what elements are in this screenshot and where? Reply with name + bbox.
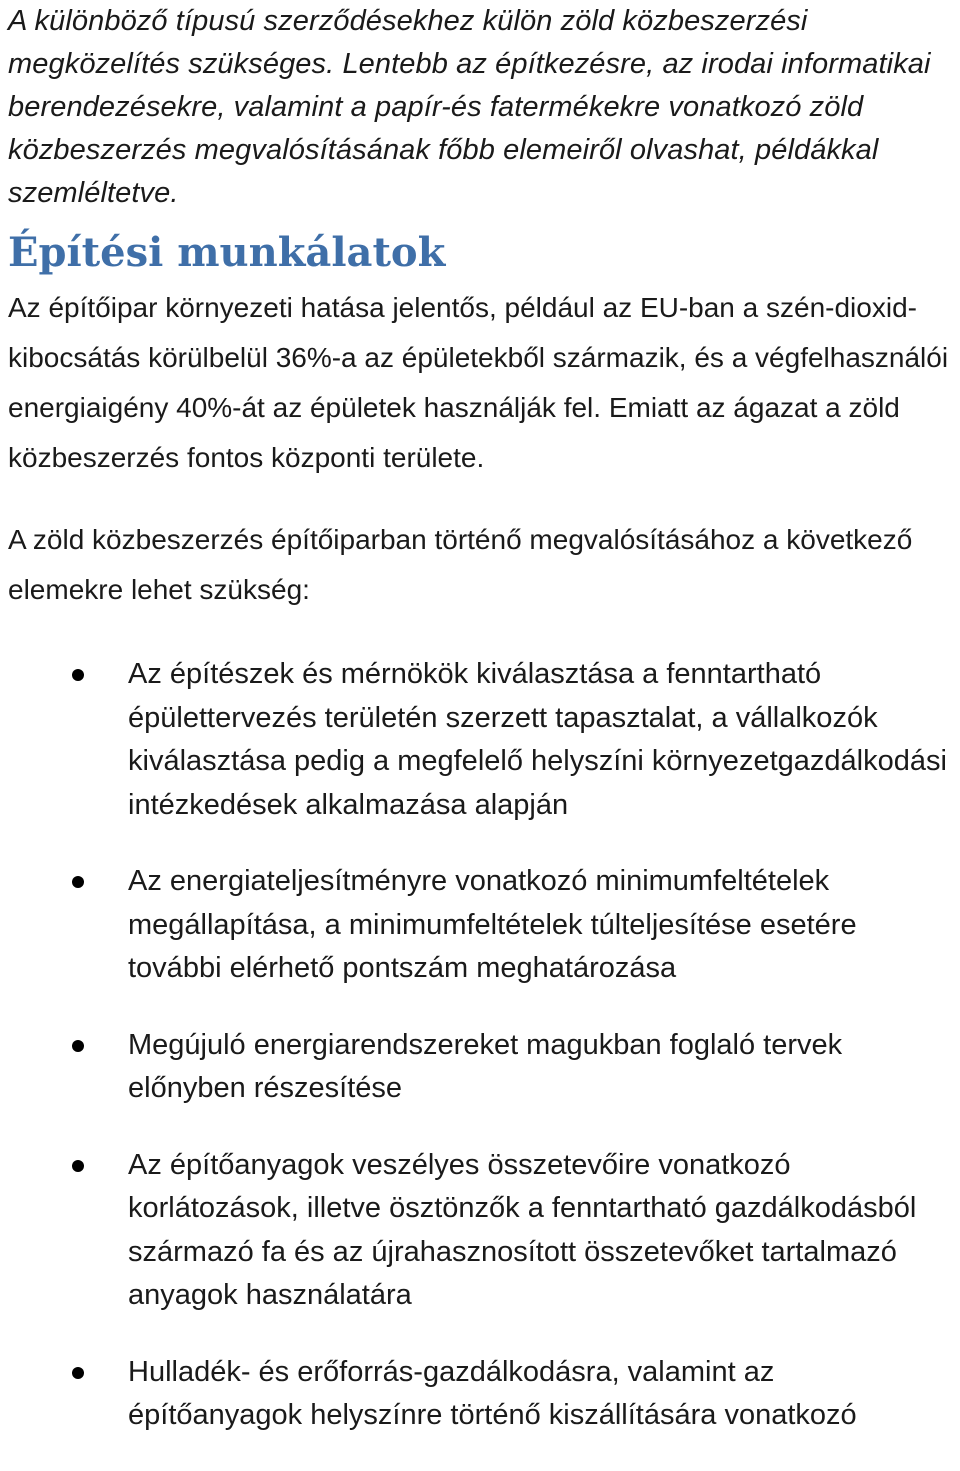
section-heading: Építési munkálatok	[8, 229, 446, 276]
list-item	[8, 860, 956, 991]
list-item-text: Az energiateljesítményre vonatkozó minimumfeltételek megállapítása, a minimumfeltételek túlteljesítése esetére további elérhető pontszám meghatározása	[128, 865, 857, 984]
bullet-icon	[72, 1160, 84, 1172]
bullet-icon	[72, 1367, 84, 1379]
document-page	[8, 0, 956, 1471]
list-item	[8, 1024, 956, 1111]
bullet-icon	[72, 876, 84, 888]
bullet-list	[8, 653, 956, 1438]
list-item-text: Hulladék- és erőforrás-gazdálkodásra, valamint az építőanyagok helyszínre történő kiszállítására vonatkozó	[128, 1355, 857, 1431]
section-paragraph-2: A zöld közbeszerzés építőiparban történő megvalósításához a következő elemekre lehet szükség:	[8, 524, 913, 605]
list-item-text: Az építészek és mérnökök kiválasztása a fenntartható épülettervezés területén szerzett tapasztalat, a vállalkozók kiválasztása pedig a megfelelő helyszíni környezetgazdálkodási intézkedések alkalmazása alapján	[128, 658, 947, 821]
list-item	[8, 653, 956, 827]
bullet-icon	[72, 1040, 84, 1052]
list-item	[8, 1351, 956, 1438]
section-paragraph-1: Az építőipar környezeti hatása jelentős, például az EU-ban a szén-dioxid-kibocsátás körülbelül 36%-a az épületekből származik, és a végfelhasználói energiaigény 40%-át az épületek használják fel. Emiatt az ágazat a zöld közbeszerzés fontos központi területe.	[8, 292, 949, 473]
list-item	[8, 1144, 956, 1318]
list-item-text: Megújuló energiarendszereket magukban foglaló tervek előnyben részesítése	[128, 1028, 843, 1104]
bullet-icon	[72, 669, 84, 681]
intro-paragraph: A különböző típusú szerződésekhez külön zöld közbeszerzési megközelítés szükséges. Lentebb az építkezésre, az irodai informatikai berendezésekre, valamint a papír-és fatermékekre vonatkozó zöld közbeszerzés megvalósításának főbb elemeiről olvashat, példákkal szemléltetve.	[8, 5, 931, 209]
list-item-text: Az építőanyagok veszélyes összetevőire vonatkozó korlátozások, illetve ösztönzők a fenntartható gazdálkodásból származó fa és az újrahasznosított összetevőket tartalmazó anyagok használatára	[128, 1148, 917, 1311]
